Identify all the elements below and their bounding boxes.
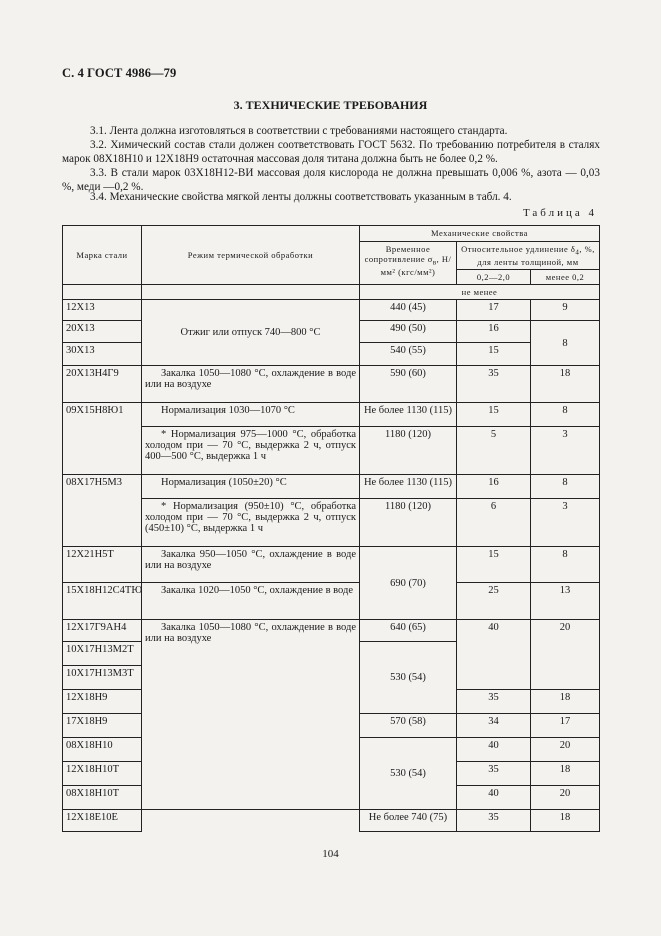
elong-a: 16 [457,475,531,499]
grade: 08Х17Н5М3 [63,475,142,547]
header-grade: Марка стали [63,226,142,285]
elong-b: 18 [531,810,600,832]
treatment: Закалка 1050—1080 °С, охлаждение в воде или на воздухе [142,366,360,403]
elong-a: 6 [457,499,531,547]
elong-b: 8 [531,475,600,499]
strength: 490 (50) [360,321,457,343]
strength: Не более 1130 (115) [360,475,457,499]
elong-b: 9 [531,300,600,321]
elong-b: 18 [531,366,600,403]
page-header: С. 4 ГОСТ 4986—79 [62,66,177,80]
treatment: Отжиг или отпуск 740—800 °С [142,300,360,366]
elong-a: 35 [457,366,531,403]
elong-a: 16 [457,321,531,343]
header-treatment: Режим термической обработки [142,226,360,285]
elong-a: 15 [457,403,531,427]
table-label: Таблица 4 [522,207,597,219]
treatment: Закалка 950—1050 °С, охлаждение в воде или на воздухе [142,547,360,583]
paragraph-3-2: 3.2. Химический состав стали должен соответствовать ГОСТ 5632. По требованию потребителя в сталях марок 08Х18Н10 и 12Х18Н9 остаточная массовая доля титана должна быть не более 0,2 %. [62,139,600,165]
strength: 440 (45) [360,300,457,321]
header-strength: Временное сопротивление $\sigma_в$, Н/мм² (кгс/мм²) [360,242,457,285]
treatment: * Нормализация (950±10) °С, обработка холодом при — 70 °С, выдержка 2 ч, отпуск (450±10) °С, выдержка 1 ч [142,499,360,547]
grade: 17Х18Н9 [63,714,142,738]
elong-b: 8 [531,403,600,427]
elong-a: 35 [457,762,531,786]
grade: 12Х13 [63,300,142,321]
strength: Не более 740 (75) [360,810,457,832]
treatment: Нормализация 1030—1070 °С [142,403,360,427]
elong-b: 18 [531,762,600,786]
grade: 08Х18Н10 [63,738,142,762]
strength: 640 (65) [360,620,457,642]
grade: 12Х18Н10Т [63,762,142,786]
mechanical-properties-table [62,225,600,832]
elong-a: 35 [457,810,531,832]
elong-b: 3 [531,499,600,547]
grade: 12Х17Г9АН4 [63,620,142,642]
paragraph-3-1: 3.1. Лента должна изготовляться в соответствии с требованиями настоящего стандарта. [90,125,508,137]
elong-b: 17 [531,714,600,738]
elong-b: 3 [531,427,600,475]
elong-b: 8 [531,547,600,583]
grade: 10Х17Н13М2Т [63,642,142,666]
grade: 20Х13Н4Г9 [63,366,142,403]
treatment: * Нормализация 975—1000 °С, обработка холодом при — 70 °С, выдержка 2 ч, отпуск 400—500 °С, выдержка 1 ч [142,427,360,475]
strength: 1180 (120) [360,499,457,547]
grade: 30Х13 [63,343,142,366]
elong-a: 40 [457,620,531,690]
elong-a: 15 [457,343,531,366]
strength: 690 (70) [360,547,457,620]
elong-a: 25 [457,583,531,620]
strength: 530 (54) [360,738,457,810]
treatment: Закалка 1020—1050 °С, охлаждение в воде [142,583,360,620]
strength: 570 (58) [360,714,457,738]
elong-b: 20 [531,738,600,762]
grade: 12Х18Е10Е [63,810,142,832]
grade: 20Х13 [63,321,142,343]
paragraph-3-4: 3.4. Механические свойства мягкой ленты должны соответствовать указанным в табл. 4. [90,191,512,203]
elong-b: 20 [531,620,600,690]
elong-a: 40 [457,738,531,762]
section-title: 3. ТЕХНИЧЕСКИЕ ТРЕБОВАНИЯ [233,98,428,112]
elong-a: 40 [457,786,531,810]
elong-a: 17 [457,300,531,321]
grade: 15Х18Н12С4ТЮ [63,583,142,620]
page-number: 104 [322,848,339,860]
header-thickness-2: менее 0,2 [531,270,600,285]
strength: 1180 (120) [360,427,457,475]
strength: Не более 1130 (115) [360,403,457,427]
header-elongation: Относительное удлинение $\delta_4$, %, для ленты толщиной, мм [457,242,600,270]
header-min: не менее [360,285,600,300]
elong-b: 13 [531,583,600,620]
strength: 530 (54) [360,642,457,714]
treatment: Нормализация (1050±20) °С [142,475,360,499]
grade: 08Х18Н10Т [63,786,142,810]
elong-a: 35 [457,690,531,714]
header-thickness-1: 0,2—2,0 [457,270,531,285]
paragraph-3-3: 3.3. В стали марок 03Х18Н12-ВИ массовая доля кислорода не должна превышать 0,006 %, азота — 0,03 %, меди —0,2 %. [62,167,600,193]
grade: 10Х17Н13М3Т [63,666,142,690]
grade: 12Х18Н9 [63,690,142,714]
elong-b: 8 [531,321,600,366]
elong-b: 18 [531,690,600,714]
treatment: Закалка 1050—1080 °С, охлаждение в воде или на воздухе [142,620,360,810]
grade: 09Х15Н8Ю1 [63,403,142,475]
elong-a: 34 [457,714,531,738]
elong-a: 15 [457,547,531,583]
strength: 590 (60) [360,366,457,403]
elong-a: 5 [457,427,531,475]
grade: 12Х21Н5Т [63,547,142,583]
elong-b: 20 [531,786,600,810]
strength: 540 (55) [360,343,457,366]
header-mechanical: Механические свойства [360,226,600,242]
